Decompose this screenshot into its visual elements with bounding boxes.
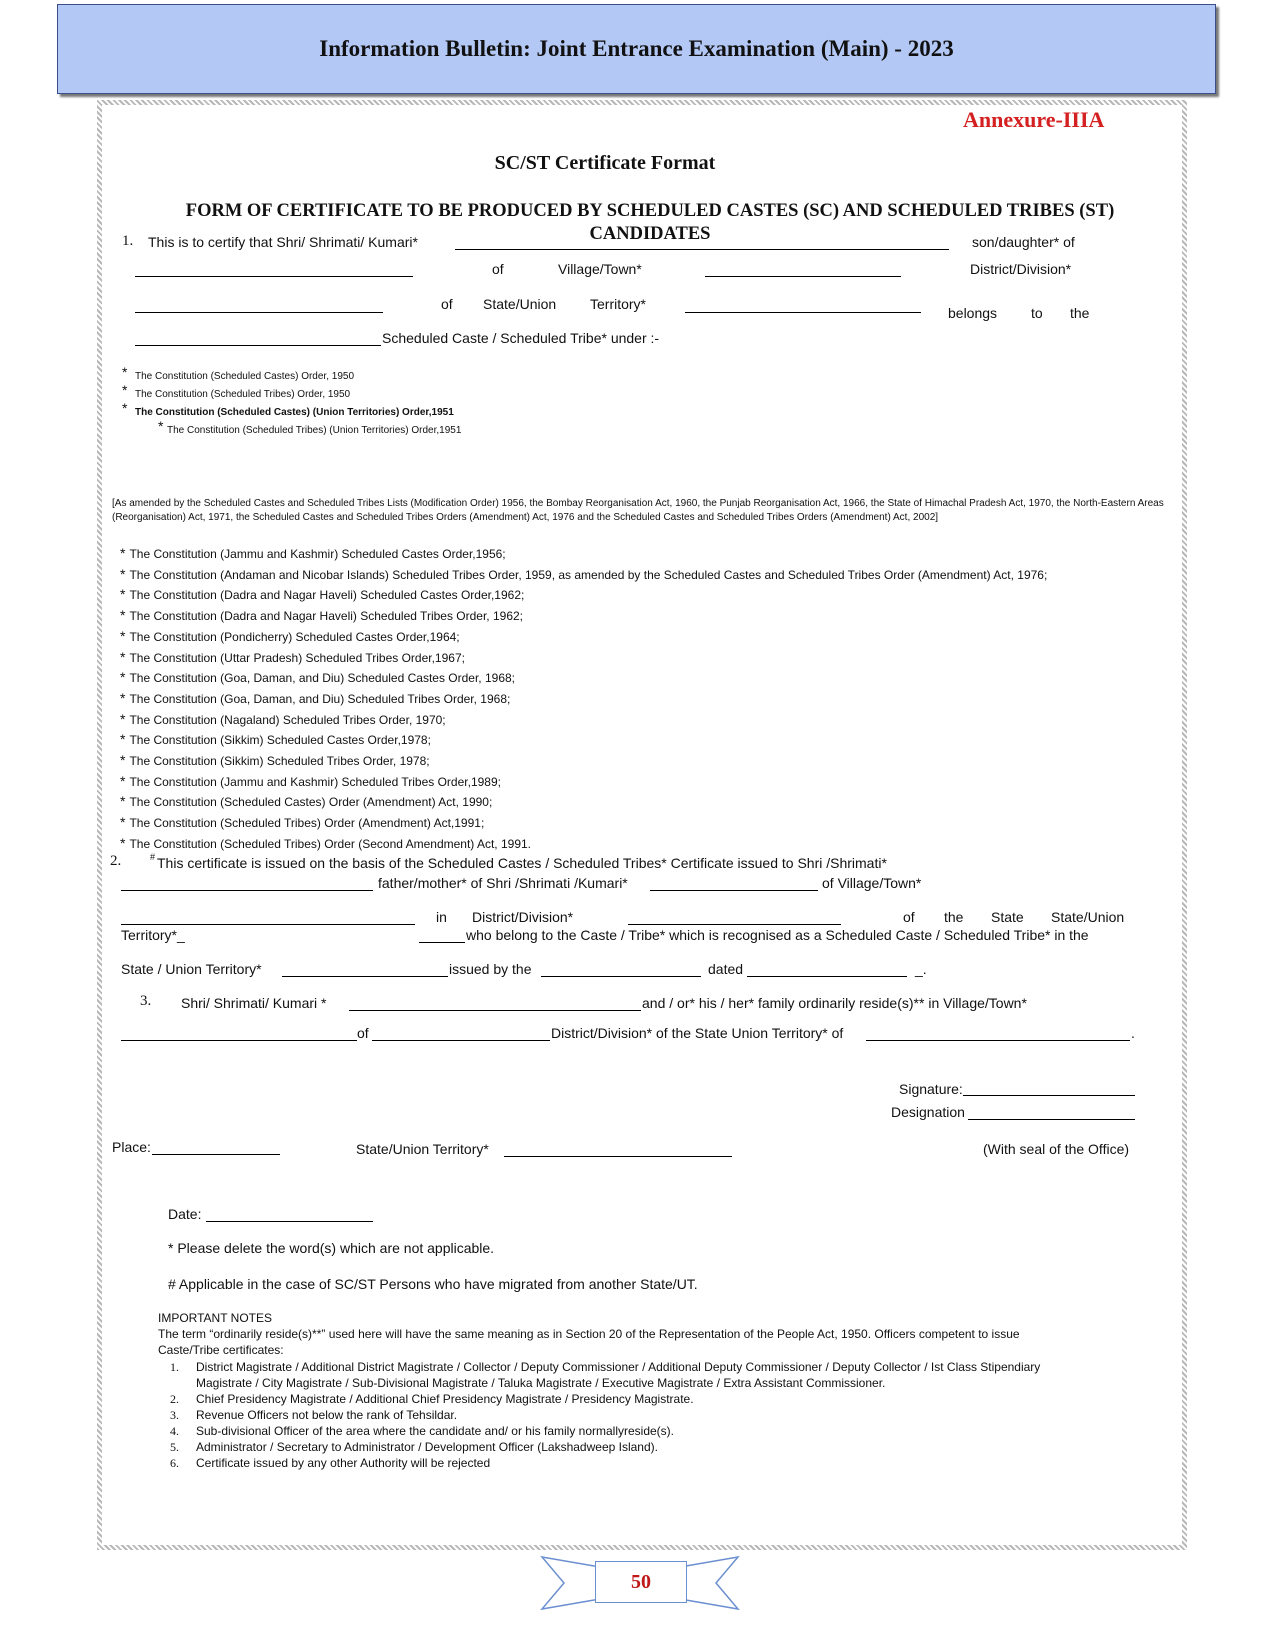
blank-date bbox=[206, 1220, 373, 1222]
para1-certify: This is to certify that Shri/ Shrimati/ Kumari* bbox=[148, 234, 418, 250]
order-1951-st-ut: The Constitution (Scheduled Tribes) (Union Territories) Order,1951 bbox=[167, 425, 462, 436]
blank-p2-issuer bbox=[541, 975, 701, 977]
para3-shri: Shri/ Shrimati/ Kumari * bbox=[181, 995, 327, 1011]
list-item: * The Constitution (Dadra and Nagar Haveli) Scheduled Tribes Order, 1962; bbox=[120, 607, 523, 624]
para1-village-town: Village/Town* bbox=[558, 261, 642, 277]
blank-p3-state bbox=[866, 1039, 1130, 1041]
seal-label: (With seal of the Office) bbox=[983, 1141, 1130, 1157]
note-number: 6. bbox=[170, 1456, 179, 1470]
note-number: 1. bbox=[170, 1360, 179, 1374]
asterisk-mark: * bbox=[122, 382, 128, 398]
place-label: Place: bbox=[112, 1139, 151, 1155]
page-number-ribbon bbox=[540, 1553, 740, 1613]
list-item bbox=[158, 1359, 1078, 1391]
list-item: * The Constitution (Scheduled Castes) Order (Amendment) Act, 1990; bbox=[120, 793, 493, 810]
order-text: The Constitution (Uttar Pradesh) Scheduled Tribes Order,1967; bbox=[129, 650, 465, 665]
para2-territory: Territory*_ bbox=[121, 927, 185, 943]
blank-p3-district bbox=[372, 1039, 550, 1041]
order-text: The Constitution (Pondicherry) Scheduled Castes Order,1964; bbox=[129, 629, 460, 644]
order-text: The Constitution (Dadra and Nagar Haveli) Scheduled Castes Order,1962; bbox=[129, 588, 525, 603]
para2-state-ut: State / Union Territory* bbox=[121, 961, 262, 977]
note-text: Certificate issued by any other Authority will be rejected bbox=[196, 1456, 491, 1470]
list-item bbox=[158, 1455, 1078, 1471]
blank-p2-state-ut bbox=[282, 975, 448, 977]
order-text: The Constitution (Andaman and Nicobar Islands) Scheduled Tribes Order, 1959, as amended by the Scheduled Castes and Scheduled Tribes Order (Amendment) Act, 1976; bbox=[129, 567, 1048, 582]
para1-district-division: District/Division* bbox=[970, 261, 1072, 277]
signature-label: Signature: bbox=[899, 1081, 963, 1097]
para1-territory: Territory* bbox=[590, 296, 647, 312]
para3-district-state: District/Division* of the State Union Territory* of bbox=[551, 1025, 844, 1041]
para2-of: of bbox=[903, 909, 915, 925]
para2-district-division: District/Division* bbox=[472, 909, 574, 925]
para2-issued-by: issued by the bbox=[449, 961, 532, 977]
order-text: The Constitution (Sikkim) Scheduled Castes Order,1978; bbox=[129, 733, 431, 748]
blank-p2-territory bbox=[419, 941, 465, 943]
bulletin-title: Information Bulletin: Joint Entrance Examination (Main) - 2023 bbox=[319, 36, 954, 61]
order-text: The Constitution (Scheduled Tribes) Order (Second Amendment) Act, 1991. bbox=[129, 836, 531, 851]
para2-number: 2. bbox=[110, 853, 122, 869]
order-1950-st: The Constitution (Scheduled Tribes) Order, 1950 bbox=[135, 389, 351, 400]
para1-sc-st-under: Scheduled Caste / Scheduled Tribe* under :- bbox=[382, 330, 660, 346]
para3-number: 3. bbox=[140, 993, 152, 1009]
para2-in: in bbox=[436, 909, 447, 925]
list-item: * The Constitution (Dadra and Nagar Haveli) Scheduled Castes Order,1962; bbox=[120, 586, 525, 603]
order-text: The Constitution (Sikkim) Scheduled Tribes Order, 1978; bbox=[129, 754, 430, 769]
footnote-applicable: # Applicable in the case of SC/ST Persons who have migrated from another State/UT. bbox=[168, 1276, 698, 1292]
para1-son-daughter: son/daughter* of bbox=[972, 234, 1075, 250]
list-item: * The Constitution (Nagaland) Scheduled Tribes Order, 1970; bbox=[120, 710, 446, 727]
order-text: The Constitution (Jammu and Kashmir) Scheduled Castes Order,1956; bbox=[129, 547, 506, 561]
blank-state-ut bbox=[504, 1155, 732, 1157]
designation-label: Designation bbox=[891, 1104, 965, 1120]
asterisk-mark: * bbox=[158, 418, 164, 434]
page-number: 50 bbox=[595, 1561, 687, 1603]
order-text: The Constitution (Dadra and Nagar Haveli) Scheduled Tribes Order, 1962; bbox=[129, 609, 523, 624]
note-number: 5. bbox=[170, 1440, 179, 1454]
annexure-label: Annexure-IIIA bbox=[963, 107, 1105, 132]
orders-list bbox=[120, 544, 1047, 855]
note-text: Revenue Officers not below the rank of Tehsildar. bbox=[196, 1408, 458, 1422]
list-item: * The Constitution (Sikkim) Scheduled Castes Order,1978; bbox=[120, 731, 431, 748]
bulletin-header bbox=[57, 4, 1216, 94]
para1-to: to bbox=[1031, 305, 1043, 321]
list-item: * The Constitution (Jammu and Kashmir) Scheduled Tribes Order,1989; bbox=[120, 772, 501, 789]
para2-end: _. bbox=[915, 961, 927, 977]
list-item: * The Constitution (Andaman and Nicobar Islands) Scheduled Tribes Order, 1959, as amended by the Scheduled Castes and Scheduled Tribes Order (Amendment) Act, 1976; bbox=[120, 565, 1048, 582]
order-1951-sc-ut: The Constitution (Scheduled Castes) (Union Territories) Order,1951 bbox=[135, 407, 454, 418]
blank-state bbox=[685, 311, 921, 313]
order-text: The Constitution (Goa, Daman, and Diu) Scheduled Tribes Order, 1968; bbox=[129, 691, 511, 706]
list-item bbox=[158, 1423, 1078, 1439]
blank-p2-village bbox=[121, 923, 415, 925]
note-text: Chief Presidency Magistrate / Additional Chief Presidency Magistrate / Presidency Magistrate. bbox=[196, 1392, 694, 1406]
order-text: The Constitution (Goa, Daman, and Diu) Scheduled Castes Order, 1968; bbox=[129, 671, 515, 686]
para2-father-mother: father/mother* of Shri /Shrimati /Kumari* bbox=[378, 875, 628, 891]
state-ut-label: State/Union Territory* bbox=[356, 1141, 489, 1157]
important-notes bbox=[158, 1310, 1078, 1471]
note-number: 2. bbox=[170, 1392, 179, 1406]
order-text: The Constitution (Scheduled Castes) Order (Amendment) Act, 1990; bbox=[129, 795, 493, 810]
blank-parent bbox=[121, 889, 373, 891]
note-text: Sub-divisional Officer of the area where the candidate and/ or his family normallyreside(s). bbox=[196, 1424, 675, 1438]
list-item: * The Constitution (Scheduled Tribes) Order (Amendment) Act,1991; bbox=[120, 814, 485, 831]
asterisk-mark: * bbox=[122, 400, 128, 416]
blank-designation bbox=[968, 1118, 1135, 1120]
blank-p3-village bbox=[121, 1039, 357, 1041]
blank-village bbox=[705, 275, 901, 277]
list-item: * The Constitution (Scheduled Tribes) Order (Second Amendment) Act, 1991. bbox=[120, 834, 531, 851]
blank-caste bbox=[135, 344, 381, 346]
para3-end: . bbox=[1131, 1025, 1135, 1041]
para3-and-or: and / or* his / her* family ordinarily reside(s)** in Village/Town* bbox=[642, 995, 1027, 1011]
para3-of: of bbox=[357, 1025, 369, 1041]
note-number: 3. bbox=[170, 1408, 179, 1422]
para1-of2: of bbox=[441, 296, 453, 312]
note-number: 4. bbox=[170, 1424, 179, 1438]
form-heading: FORM OF CERTIFICATE TO BE PRODUCED BY SCHEDULED CASTES (SC) AND SCHEDULED TRIBES (ST) CANDIDATES bbox=[185, 201, 1115, 244]
list-item: * The Constitution (Goa, Daman, and Diu) Scheduled Tribes Order, 1968; bbox=[120, 689, 511, 706]
list-item bbox=[158, 1407, 1078, 1423]
para1-number: 1. bbox=[122, 233, 134, 249]
blank-p2-district bbox=[628, 923, 841, 925]
para2-the: the bbox=[944, 909, 964, 925]
para2-state: State bbox=[991, 909, 1024, 925]
list-item bbox=[158, 1439, 1078, 1455]
para2-who-belong: who belong to the Caste / Tribe* which is recognised as a Scheduled Caste / Scheduled Tribe* in the bbox=[466, 927, 1089, 943]
para1-belongs: belongs bbox=[948, 305, 998, 321]
para1-state-union: State/Union bbox=[483, 296, 557, 312]
para1-of: of bbox=[492, 261, 504, 277]
notes-intro: The term “ordinarily reside(s)**” used here will have the same meaning as in Section 20 of the Representation of the People Act, 1950. Officers competent to issue Caste/Tribe certificates: bbox=[158, 1327, 1020, 1357]
blank-name bbox=[455, 248, 949, 250]
blank-p3-name bbox=[349, 1009, 641, 1011]
order-text: The Constitution (Scheduled Tribes) Order (Amendment) Act,1991; bbox=[129, 816, 485, 831]
list-item: * The Constitution (Pondicherry) Scheduled Castes Order,1964; bbox=[120, 627, 460, 644]
footnote-delete: * Please delete the word(s) which are not applicable. bbox=[168, 1240, 495, 1256]
amendment-note: [As amended by the Scheduled Castes and Scheduled Tribes Lists (Modification Order) 1956, the Bombay Reorganisation Act, 1960, the Punjab Reorganisation Act, 1966, the State of Himachal Pradesh Act, 1970, the North-Eastern Areas (Reorganisation) Act, 1971, the Scheduled Castes and Scheduled Tribes Orders (Amendment) Act, 1976 and the Scheduled Castes and Scheduled Tribes Orders (Amendment) Act, 2002] bbox=[112, 498, 1164, 523]
blank-p2-name bbox=[650, 889, 818, 891]
list-item: * The Constitution (Jammu and Kashmir) Scheduled Castes Order,1956; bbox=[120, 545, 506, 561]
para2-line1: This certificate is issued on the basis of the Scheduled Castes / Scheduled Tribes* Certificate issued to Shri /Shrimati* bbox=[157, 855, 887, 871]
note-text: District Magistrate / Additional District Magistrate / Collector / Deputy Commissioner / Additional Deputy Commissioner / Deputy Collector / Ist Class Stipendiary Magistrate / City Magistrate / Sub-Divisional Magistrate / Taluka Magistrate / Executive Magistrate / Extra Assistant Commissioner. bbox=[196, 1360, 1041, 1390]
date-label: Date: bbox=[168, 1206, 202, 1222]
para2-hash: # bbox=[150, 852, 156, 862]
order-text: The Constitution (Nagaland) Scheduled Tribes Order, 1970; bbox=[129, 712, 446, 727]
blank-p2-date bbox=[747, 975, 907, 977]
blank-parent-name bbox=[135, 275, 413, 277]
list-item: * The Constitution (Goa, Daman, and Diu) Scheduled Castes Order, 1968; bbox=[120, 669, 515, 686]
order-text: The Constitution (Jammu and Kashmir) Scheduled Tribes Order,1989; bbox=[129, 774, 501, 789]
para2-of-village: of Village/Town* bbox=[822, 875, 922, 891]
form-title: SC/ST Certificate Format bbox=[494, 152, 716, 174]
para2-dated: dated bbox=[708, 961, 744, 977]
blank-place bbox=[152, 1153, 280, 1155]
list-item bbox=[158, 1391, 1078, 1407]
list-item: * The Constitution (Sikkim) Scheduled Tribes Order, 1978; bbox=[120, 752, 430, 769]
notes-heading: IMPORTANT NOTES bbox=[158, 1311, 273, 1325]
para2-state-union: State/Union bbox=[1051, 909, 1125, 925]
para1-the: the bbox=[1070, 305, 1090, 321]
blank-district bbox=[135, 311, 383, 313]
note-text: Administrator / Secretary to Administrator / Development Officer (Lakshadweep Island). bbox=[196, 1440, 658, 1454]
list-item: * The Constitution (Uttar Pradesh) Scheduled Tribes Order,1967; bbox=[120, 648, 465, 665]
asterisk-mark: * bbox=[122, 364, 128, 380]
blank-signature bbox=[963, 1094, 1135, 1096]
order-1950-sc: The Constitution (Scheduled Castes) Order, 1950 bbox=[135, 371, 355, 382]
